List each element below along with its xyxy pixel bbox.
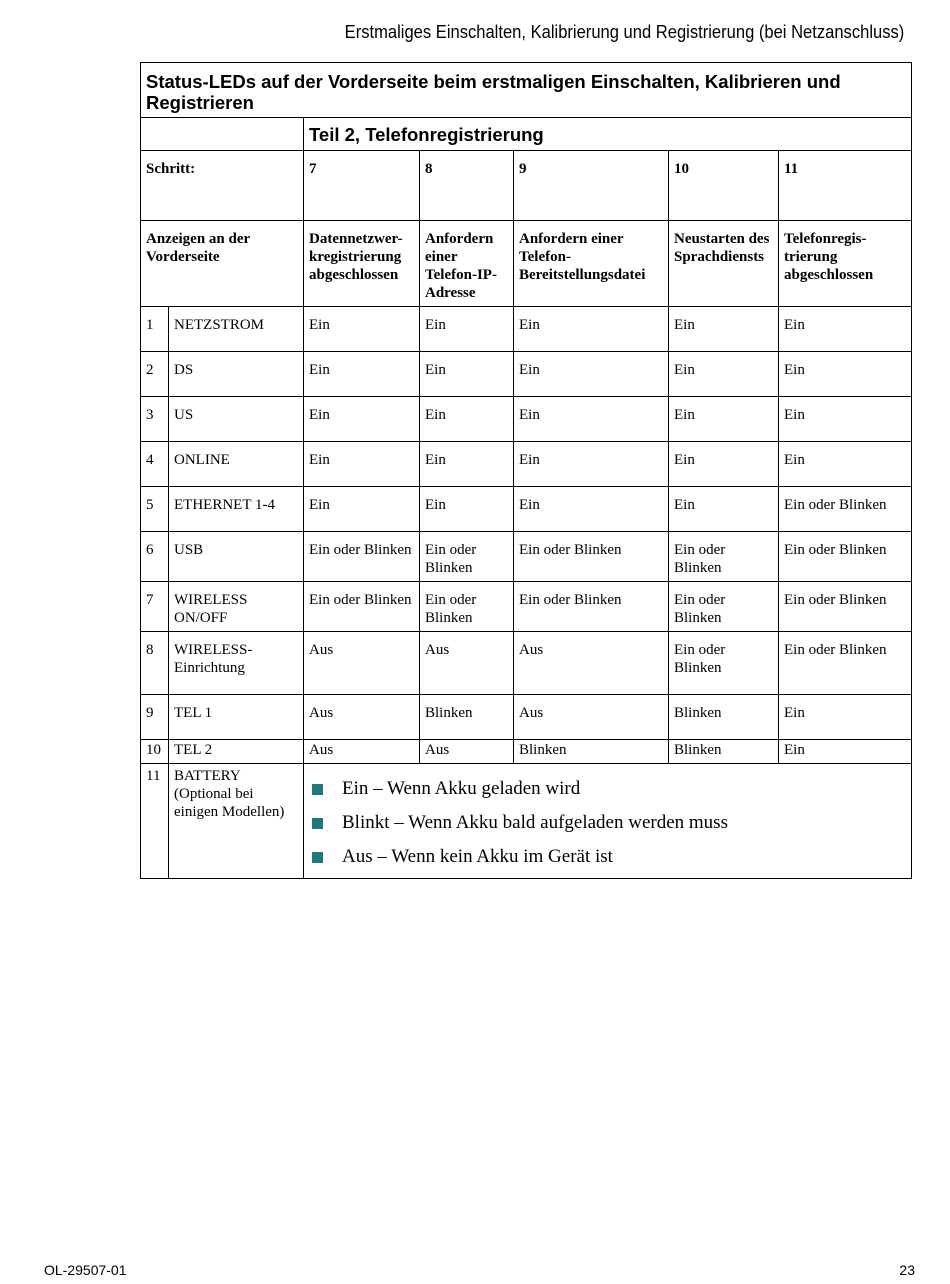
led-state: Ein oder Blinken bbox=[669, 632, 779, 695]
led-state: Ein oder Blinken bbox=[779, 487, 912, 532]
row-number: 7 bbox=[141, 582, 169, 632]
table-row bbox=[141, 695, 912, 740]
led-state: Ein bbox=[779, 352, 912, 397]
led-state: Ein bbox=[304, 307, 420, 352]
step-description: Anfordern einer Telefon-Bereitstellungsdatei bbox=[514, 221, 669, 307]
square-bullet-icon bbox=[312, 852, 323, 863]
table-row bbox=[141, 487, 912, 532]
table-row bbox=[141, 532, 912, 582]
step-description: Neustarten des Sprachdiensts bbox=[669, 221, 779, 307]
led-state: Ein oder Blinken bbox=[420, 582, 514, 632]
bullet-text: Aus – Wenn kein Akku im Gerät ist bbox=[342, 846, 613, 867]
row-number: 6 bbox=[141, 532, 169, 582]
led-name: ETHERNET 1-4 bbox=[169, 487, 304, 532]
led-state: Ein oder Blinken bbox=[669, 582, 779, 632]
led-name: USB bbox=[169, 532, 304, 582]
led-state: Ein bbox=[669, 307, 779, 352]
row-number: 10 bbox=[141, 740, 169, 764]
led-state: Ein bbox=[304, 352, 420, 397]
page-number: 23 bbox=[899, 1262, 915, 1278]
row-number: 3 bbox=[141, 397, 169, 442]
step-description: Anfordern einer Telefon-IP-Adresse bbox=[420, 221, 514, 307]
led-state: Aus bbox=[304, 740, 420, 764]
led-state: Aus bbox=[304, 632, 420, 695]
table-row bbox=[141, 740, 912, 764]
row-number: 11 bbox=[141, 764, 169, 879]
table-row bbox=[141, 632, 912, 695]
led-state: Aus bbox=[304, 695, 420, 740]
step-number: 10 bbox=[669, 151, 779, 221]
list-item bbox=[312, 806, 906, 840]
list-item bbox=[312, 840, 906, 874]
led-name: US bbox=[169, 397, 304, 442]
led-state: Ein bbox=[514, 352, 669, 397]
table-row bbox=[141, 582, 912, 632]
led-state: Ein bbox=[420, 307, 514, 352]
led-state: Ein bbox=[779, 695, 912, 740]
square-bullet-icon bbox=[312, 784, 323, 795]
led-name: DS bbox=[169, 352, 304, 397]
step-description: Telefonregis-trierung abgeschlossen bbox=[779, 221, 912, 307]
document-number: OL-29507-01 bbox=[44, 1262, 127, 1278]
step-number: 7 bbox=[304, 151, 420, 221]
part-title: Teil 2, Telefonregistrierung bbox=[304, 118, 912, 151]
table-row bbox=[141, 352, 912, 397]
led-name: TEL 1 bbox=[169, 695, 304, 740]
row-number: 5 bbox=[141, 487, 169, 532]
led-state: Aus bbox=[420, 632, 514, 695]
led-state: Ein bbox=[420, 487, 514, 532]
led-state: Ein bbox=[779, 442, 912, 487]
led-state: Ein bbox=[420, 397, 514, 442]
led-name: ONLINE bbox=[169, 442, 304, 487]
table-row bbox=[141, 307, 912, 352]
led-state: Ein bbox=[304, 397, 420, 442]
led-state: Ein bbox=[779, 740, 912, 764]
bullet-text: Blinkt – Wenn Akku bald aufgeladen werden muss bbox=[342, 812, 728, 833]
led-state: Ein oder Blinken bbox=[779, 532, 912, 582]
led-state: Ein bbox=[669, 442, 779, 487]
led-state: Ein bbox=[669, 397, 779, 442]
led-state: Ein oder Blinken bbox=[304, 582, 420, 632]
list-item bbox=[312, 772, 906, 806]
led-name: NETZSTROM bbox=[169, 307, 304, 352]
led-state: Ein bbox=[669, 487, 779, 532]
led-state: Blinken bbox=[669, 695, 779, 740]
step-number: 11 bbox=[779, 151, 912, 221]
step-label: Schritt: bbox=[141, 151, 304, 221]
led-state: Ein bbox=[304, 487, 420, 532]
led-state: Ein bbox=[304, 442, 420, 487]
led-state: Ein bbox=[420, 442, 514, 487]
row-number: 9 bbox=[141, 695, 169, 740]
led-state: Aus bbox=[514, 695, 669, 740]
led-state: Ein bbox=[779, 397, 912, 442]
row-number: 4 bbox=[141, 442, 169, 487]
led-name: WIRELESS-Einrichtung bbox=[169, 632, 304, 695]
battery-bullet-list bbox=[304, 764, 912, 879]
running-header: Erstmaliges Einschalten, Kalibrierung und Registrierung (bei Netzanschluss) bbox=[344, 22, 904, 42]
led-name: WIRELESS ON/OFF bbox=[169, 582, 304, 632]
led-state: Blinken bbox=[514, 740, 669, 764]
led-state: Ein bbox=[779, 307, 912, 352]
led-state: Aus bbox=[514, 632, 669, 695]
led-state: Ein oder Blinken bbox=[514, 532, 669, 582]
led-state: Ein oder Blinken bbox=[669, 532, 779, 582]
table-row bbox=[141, 442, 912, 487]
part-title-spacer bbox=[141, 118, 304, 151]
led-state: Ein oder Blinken bbox=[779, 632, 912, 695]
led-state: Ein bbox=[514, 397, 669, 442]
step-description: Datennetzwer-kregistrierung abgeschlossen bbox=[304, 221, 420, 307]
table-row bbox=[141, 397, 912, 442]
row-number: 2 bbox=[141, 352, 169, 397]
table-title: Status-LEDs auf der Vorderseite beim erstmaligen Einschalten, Kalibrieren und Registrieren bbox=[141, 63, 912, 118]
led-state: Ein bbox=[514, 487, 669, 532]
led-state: Blinken bbox=[669, 740, 779, 764]
indicator-label: Anzeigen an der Vorderseite bbox=[141, 221, 304, 307]
led-name: TEL 2 bbox=[169, 740, 304, 764]
led-state: Ein oder Blinken bbox=[779, 582, 912, 632]
square-bullet-icon bbox=[312, 818, 323, 829]
led-state: Ein bbox=[514, 307, 669, 352]
bullet-text: Ein – Wenn Akku geladen wird bbox=[342, 778, 581, 799]
row-number: 1 bbox=[141, 307, 169, 352]
led-state: Ein oder Blinken bbox=[304, 532, 420, 582]
led-state: Aus bbox=[420, 740, 514, 764]
led-state: Ein oder Blinken bbox=[420, 532, 514, 582]
row-number: 8 bbox=[141, 632, 169, 695]
led-state: Ein bbox=[514, 442, 669, 487]
status-led-table bbox=[140, 62, 912, 879]
led-name: BATTERY (Optional bei einigen Modellen) bbox=[169, 764, 304, 879]
led-state: Blinken bbox=[420, 695, 514, 740]
led-state: Ein oder Blinken bbox=[514, 582, 669, 632]
led-state: Ein bbox=[669, 352, 779, 397]
battery-row bbox=[141, 764, 912, 879]
led-state: Ein bbox=[420, 352, 514, 397]
step-number: 8 bbox=[420, 151, 514, 221]
step-number: 9 bbox=[514, 151, 669, 221]
